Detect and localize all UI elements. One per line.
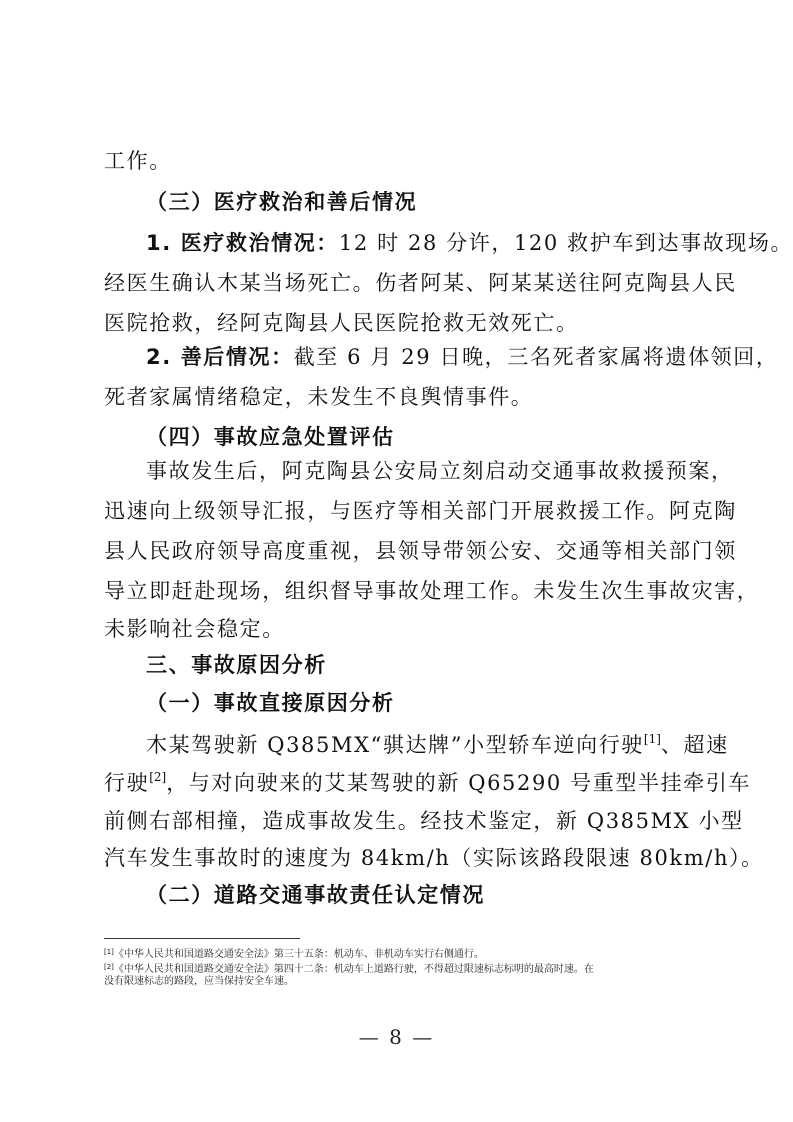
footnote-ref-2[interactable]: [2] [149, 770, 167, 784]
section-heading-responsibility: （二）道路交通事故责任认定情况 [146, 882, 485, 907]
page-number: — 8 — [358, 1025, 435, 1049]
paragraph-text: 、超速 [660, 733, 729, 757]
section-heading-medical: （三）医疗救治和善后情况 [146, 189, 418, 214]
inline-heading-medical-treatment: 1. 医疗救治情况： [146, 231, 339, 255]
paragraph-line: 未影响社会稳定。 [104, 617, 285, 641]
inline-heading-aftermath: 2. 善后情况： [146, 345, 294, 369]
footnote-text: 《中华人民共和国道路交通安全法》第三十五条：机动车、非机动车实行右侧通行。 [113, 949, 484, 960]
footnote-mark: [1] [104, 948, 114, 956]
paragraph-line: 死者家属情绪稳定，未发生不良舆情事件。 [104, 385, 534, 409]
paragraph-line: 工作。 [104, 149, 172, 173]
paragraph-text: ，与对向驶来的艾某驾驶的新 Q65290 号重型半挂牵引车 [166, 771, 751, 795]
paragraph-line: 汽车发生事故时的速度为 84km/h（实际该路段限速 80km/h）。 [104, 846, 764, 870]
paragraph-line: 事故发生后，阿克陶县公安局立刻启动交通事故救援预案， [146, 459, 734, 483]
footnote-ref-1[interactable]: [1] [643, 732, 661, 746]
paragraph-line: 经医生确认木某当场死亡。伤者阿某、阿某某送往阿克陶县人民 [104, 271, 737, 295]
footnote-divider [104, 938, 300, 939]
paragraph-line [146, 730, 729, 760]
footnote-2-continued: 没有限速标志的路段，应当保持安全车速。 [104, 976, 294, 987]
chapter-heading-cause-analysis: 三、事故原因分析 [146, 653, 327, 677]
footnote-text: 《中华人民共和国道路交通安全法》第四十二条：机动车上道路行驶，不得超过限速标志标明的最高时速。在 [113, 964, 594, 975]
paragraph-line: 前侧右部相撞，造成事故发生。经技术鉴定，新 Q385MX 小型 [104, 809, 744, 833]
paragraph-text: 截至 6 月 29 日晚，三名死者家属将遗体领回， [293, 345, 779, 369]
paragraph-line: 医院抢救，经阿克陶县人民医院抢救无效死亡。 [104, 311, 579, 335]
paragraph-text: 木某驾驶新 Q385MX“骐达牌”小型轿车逆向行驶 [146, 733, 644, 757]
paragraph-line: 导立即赶赴现场，组织督导事故处理工作。未发生次生事故灾害， [104, 579, 760, 603]
paragraph-text: 行驶 [104, 771, 150, 795]
section-heading-emergency: （四）事故应急处置评估 [146, 424, 395, 449]
paragraph-line: 迅速向上级领导汇报，与医疗等相关部门开展救援工作。阿克陶 [104, 499, 737, 523]
paragraph-line [146, 342, 779, 372]
section-heading-direct-cause: （一）事故直接原因分析 [146, 690, 395, 715]
footnote-mark: [2] [104, 963, 114, 971]
paragraph-line [146, 228, 793, 258]
paragraph-text: 12 时 28 分许，120 救护车到达事故现场。 [338, 231, 793, 255]
paragraph-line [104, 768, 751, 798]
paragraph-line: 县人民政府领导高度重视，县领导带领公安、交通等相关部门领 [104, 539, 737, 563]
